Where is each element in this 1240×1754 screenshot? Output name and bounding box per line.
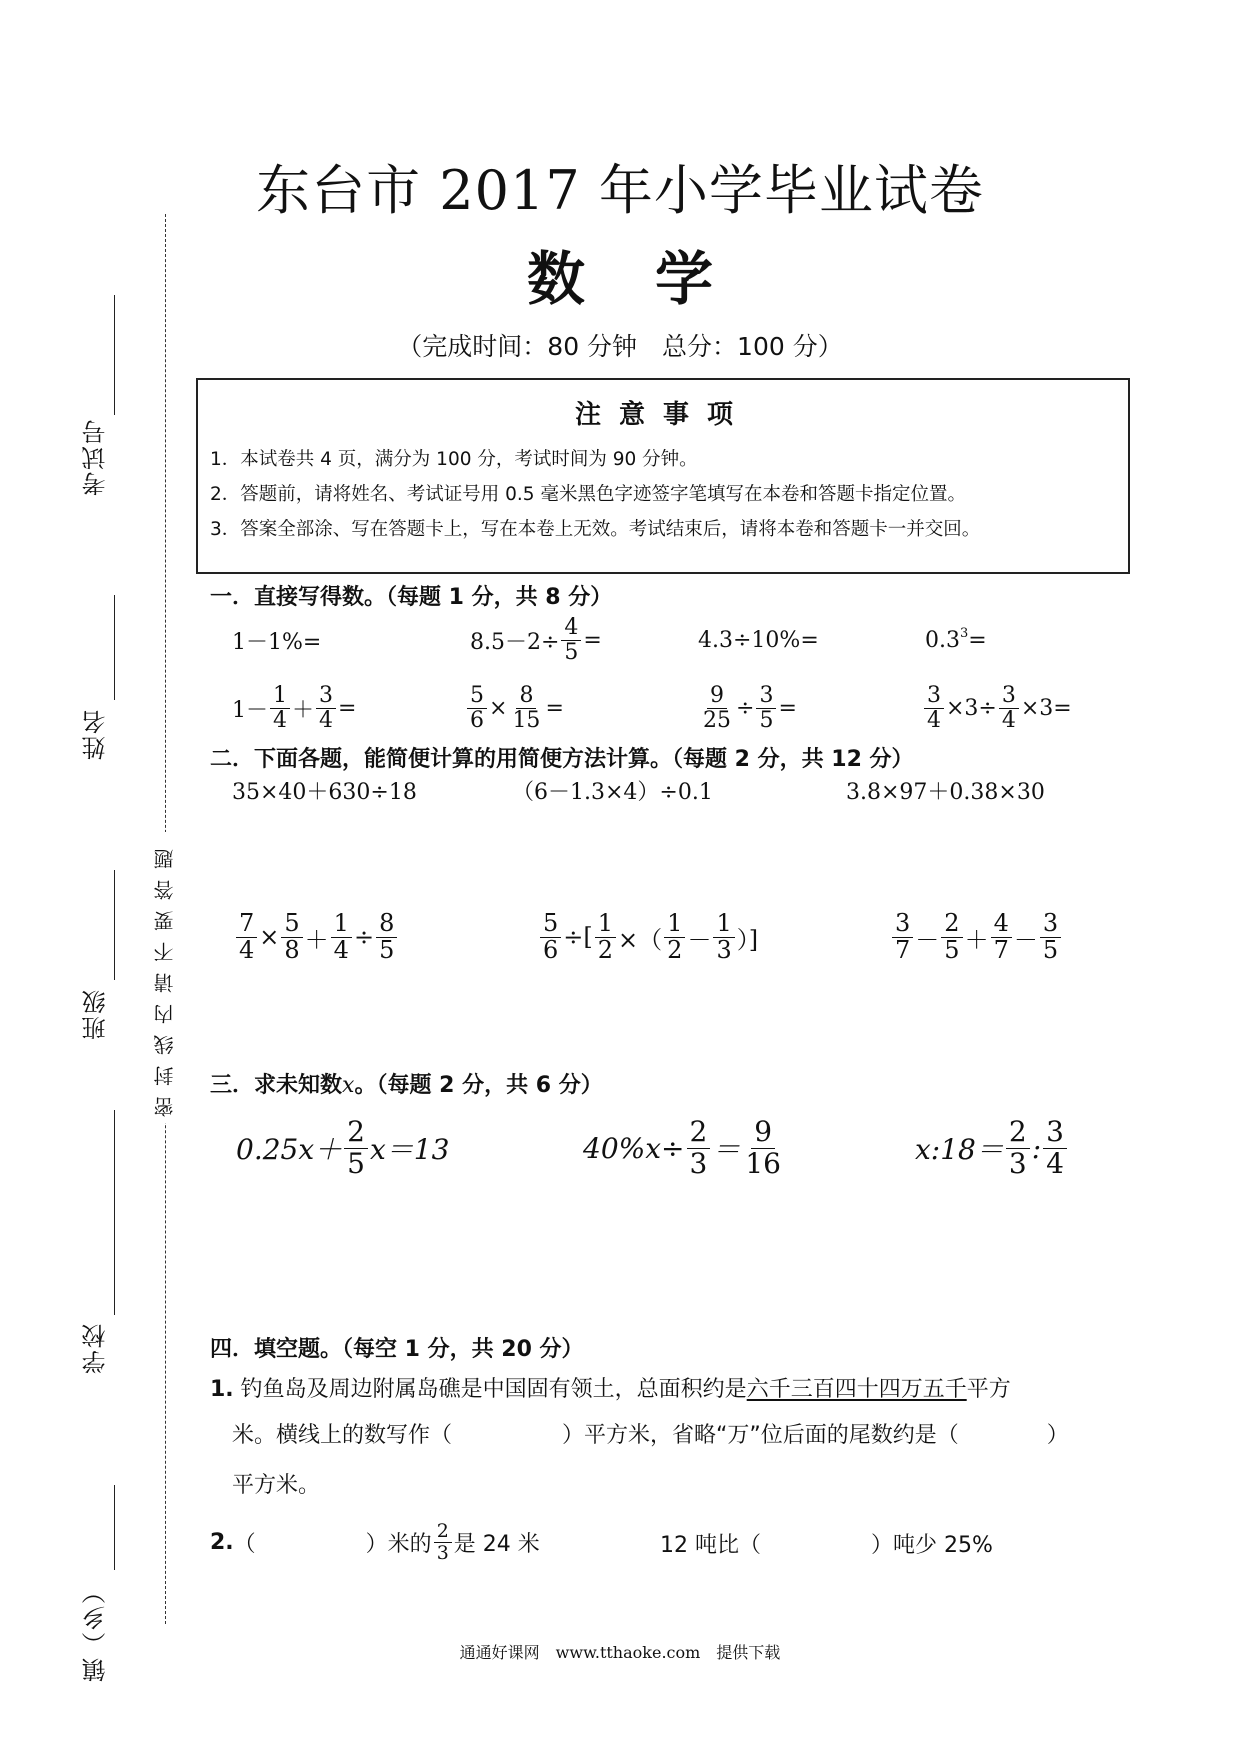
name-field-line-class[interactable] xyxy=(114,870,115,980)
problem-2-4: $\frac{7}{4}$ × $\frac{5}{8}$ ＋ $\frac{1}{4}$ ÷ $\frac{8}{5}$ xyxy=(234,905,399,969)
problem-2-2: （6－1.3×4）÷0.1 xyxy=(512,780,713,805)
name-field-line-school[interactable] xyxy=(114,1110,115,1315)
label-school: 学校 xyxy=(82,1322,110,1374)
question-4-1: 1. 钓鱼岛及周边附属岛礁是中国固有领土，总面积约是六千三百四十四万五千平方 xyxy=(210,1377,1011,1402)
problem-1-1: 1－1%= xyxy=(232,629,322,655)
label-class: 班级 xyxy=(82,988,110,1040)
name-field-line-name[interactable] xyxy=(114,595,115,700)
equation-1: 0.25x＋ $\frac{2}{5}$ x＝13 xyxy=(236,1115,450,1180)
footer-source: 通通好课网 www.tthaoke.com 提供下载 xyxy=(459,1643,781,1662)
equation-3: x:18＝ $\frac{2}{3}$ : $\frac{3}{4}$ xyxy=(915,1108,1069,1188)
notice-item: 1．本试卷共 4 页，满分为 100 分，考试时间为 90 分钟。 xyxy=(210,449,698,470)
time-info: （完成时间：80 分钟 总分：100 分） xyxy=(397,332,843,361)
exam-title: 东台市 2017 年小学毕业试卷 xyxy=(256,159,984,222)
problem-1-2: 8.5－2÷ $\frac{4}{5}$ = xyxy=(470,614,602,665)
question-4-1-line2: 米。横线上的数写作（ ）平方米，省略“万”位后面的尾数约是（ ） xyxy=(232,1423,1069,1448)
problem-1-8: $\frac{3}{4}$ ×3÷ $\frac{3}{4}$ ×3= xyxy=(922,678,1072,738)
section-2-title: 二．下面各题，能简便计算的用简便方法计算。（每题 2 分，共 12 分） xyxy=(210,747,914,772)
notice-title: 注意事项 xyxy=(574,400,751,430)
section-3-title: 三．求未知数x。（每题 2 分，共 6 分） xyxy=(210,1073,603,1098)
notice-item: 2．答题前，请将姓名、考试证号用 0.5 毫米黑色字迹签字笔填写在本卷和答题卡指定位置。 xyxy=(210,484,966,505)
seal-text: 密封线内请不要答题 xyxy=(150,832,179,1123)
equation-2: 40%x÷ $\frac{2}{3}$ ＝ $\frac{9}{16}$ xyxy=(583,1115,781,1180)
question-4-2: 2. （ ）米的 $\frac{2}{3}$ 是 24 米 xyxy=(210,1519,540,1564)
label-name: 姓名 xyxy=(82,708,110,760)
problem-2-5: $\frac{5}{6}$ ÷[ $\frac{1}{2}$ ×（ $\frac{1}{2}$ － $\frac{1}{3}$ ）] xyxy=(538,905,758,969)
section-4-title: 四．填空题。（每空 1 分，共 20 分） xyxy=(210,1337,584,1362)
notice-box xyxy=(196,378,1130,574)
problem-2-3: 3.8×97＋0.38×30 xyxy=(846,780,1045,805)
label-exam-number: 考试号 xyxy=(82,418,110,496)
question-4-2-second: 12 吨比（ ）吨少 25% xyxy=(660,1533,993,1558)
label-town: 镇（乡） xyxy=(82,1578,110,1682)
problem-2-6: $\frac{3}{7}$ － $\frac{2}{5}$ ＋ $\frac{4}{7}$ － $\frac{3}{5}$ xyxy=(890,905,1063,969)
problem-1-5: 1－ $\frac{1}{4}$ ＋ $\frac{3}{4}$ = xyxy=(232,682,357,733)
subject-title: 数学 xyxy=(526,245,783,313)
question-4-1-line3: 平方米。 xyxy=(232,1473,321,1498)
name-field-line-town[interactable] xyxy=(114,1485,115,1570)
problem-1-4: 0.3 $^3$ = xyxy=(925,626,987,653)
problem-1-3: 4.3÷10%= xyxy=(698,627,819,653)
problem-2-1: 35×40＋630÷18 xyxy=(232,780,417,805)
problem-1-7: $\frac{9}{25}$ ÷ $\frac{3}{5}$ = xyxy=(703,682,797,733)
notice-item: 3．答案全部涂、写在答题卡上，写在本卷上无效。考试结束后，请将本卷和答题卡一并交回。 xyxy=(210,519,981,540)
section-1-title: 一．直接写得数。（每题 1 分，共 8 分） xyxy=(210,585,613,610)
problem-1-6: $\frac{5}{6}$ × $\frac{8}{15}$ = xyxy=(465,678,564,738)
